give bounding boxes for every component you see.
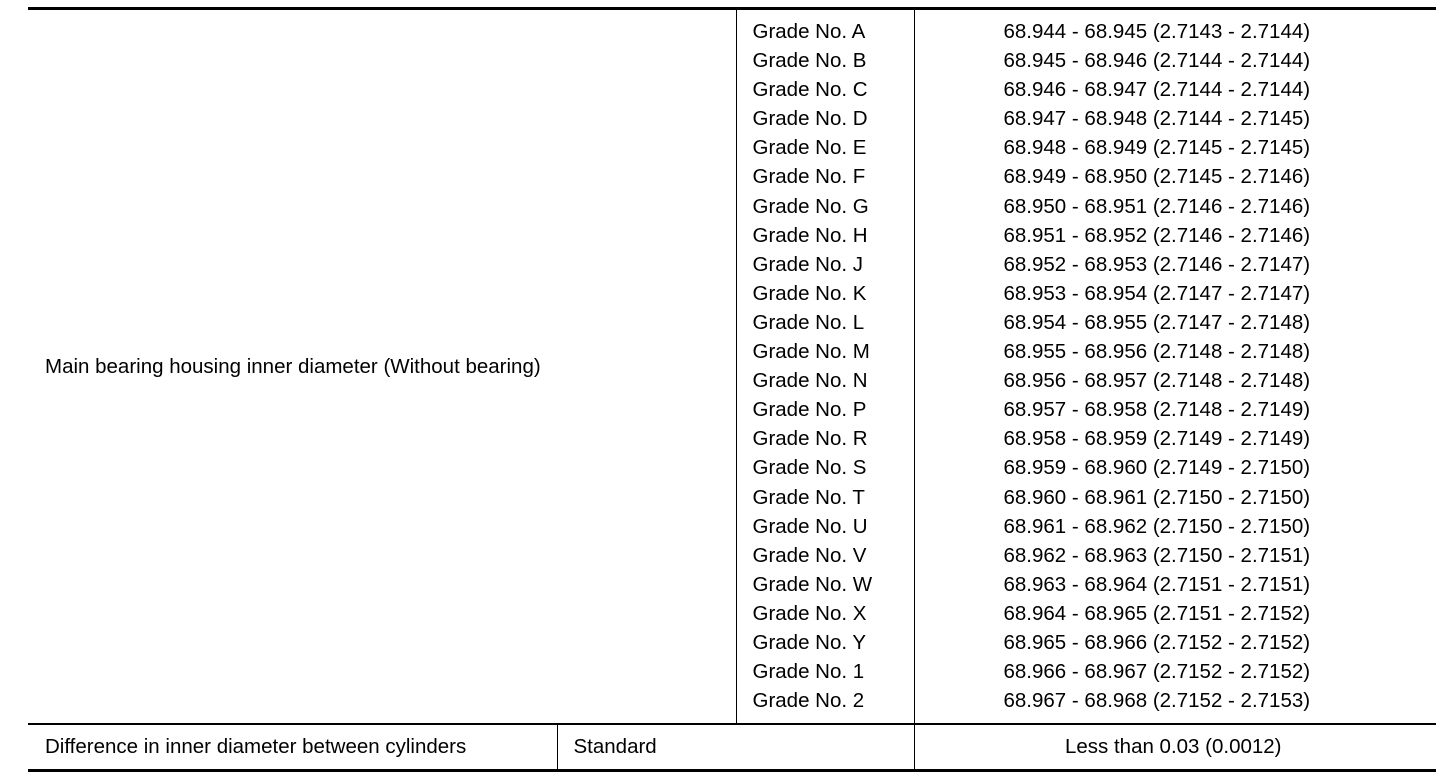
grade-label: Grade No. T [752,485,865,509]
grade-label: Grade No. C [752,78,868,102]
difference-condition-cell [557,724,914,771]
grade-range-value: 68.959 - 68.960 (2.7149 - 2.7150) [1003,456,1311,480]
main-bearing-label: Main bearing housing inner diameter (Without bearing) [45,354,541,378]
grade-range-value: 68.944 - 68.945 (2.7143 - 2.7144) [1003,20,1311,43]
grade-label: Grade No. P [752,398,867,422]
grade-label: Grade No. H [752,223,868,247]
grade-list [753,17,914,715]
main-bearing-row [28,9,1436,725]
grade-label: Grade No. 2 [752,689,865,713]
grade-range-value: 68.966 - 68.967 (2.7152 - 2.7152) [1003,660,1311,684]
grade-column [736,9,914,725]
grade-range-value: 68.967 - 68.968 (2.7152 - 2.7153) [1003,689,1311,713]
spec-table [28,7,1436,772]
grade-range-value: 68.963 - 68.964 (2.7151 - 2.7151) [1003,572,1311,596]
grade-label: Grade No. B [752,49,867,73]
grade-label: Grade No. R [752,427,868,451]
grade-range-value: 68.961 - 68.962 (2.7150 - 2.7150) [1003,514,1311,538]
grade-label: Grade No. K [752,281,867,305]
grade-label: Grade No. U [752,514,868,538]
grade-range-value: 68.950 - 68.951 (2.7146 - 2.7146) [1003,194,1311,218]
grade-label: Grade No. L [752,310,865,334]
grade-label: Grade No. X [752,601,867,625]
grade-range-value: 68.949 - 68.950 (2.7145 - 2.7146) [1003,165,1311,189]
range-list [915,17,1437,715]
grade-label: Grade No. J [752,252,864,276]
grade-label: Grade No. 1 [752,660,865,684]
difference-value: Less than 0.03 (0.0012) [1064,735,1282,759]
grade-range-value: 68.951 - 68.952 (2.7146 - 2.7146) [1003,223,1311,247]
range-column [914,9,1436,725]
main-bearing-label-cell [28,9,736,725]
grade-range-value: 68.948 - 68.949 (2.7145 - 2.7145) [1003,136,1311,160]
difference-value-cell [914,724,1436,771]
difference-condition: Standard [573,735,657,759]
grade-range-value: 68.957 - 68.958 (2.7148 - 2.7149) [1003,398,1311,422]
grade-label: Grade No. S [752,456,867,480]
grade-label: Grade No. A [752,20,866,43]
difference-label-cell [28,724,557,771]
grade-range-value: 68.956 - 68.957 (2.7148 - 2.7148) [1003,369,1311,393]
grade-range-value: 68.954 - 68.955 (2.7147 - 2.7148) [1003,310,1311,334]
grade-label: Grade No. F [752,165,866,189]
grade-label: Grade No. N [752,369,868,393]
grade-range-value: 68.964 - 68.965 (2.7151 - 2.7152) [1003,601,1311,625]
grade-range-value: 68.958 - 68.959 (2.7149 - 2.7149) [1003,427,1311,451]
grade-label: Grade No. G [752,194,869,218]
grade-range-value: 68.946 - 68.947 (2.7144 - 2.7144) [1003,78,1311,102]
grade-label: Grade No. E [752,136,867,160]
grade-label: Grade No. V [752,543,867,567]
grade-label: Grade No. W [752,572,873,596]
difference-label: Difference in inner diameter between cylinders [45,735,467,759]
grade-label: Grade No. Y [752,630,867,654]
grade-range-value: 68.960 - 68.961 (2.7150 - 2.7150) [1003,485,1311,509]
grade-range-value: 68.953 - 68.954 (2.7147 - 2.7147) [1003,281,1311,305]
grade-range-value: 68.965 - 68.966 (2.7152 - 2.7152) [1003,630,1311,654]
grade-range-value: 68.947 - 68.948 (2.7144 - 2.7145) [1003,107,1311,131]
grade-label: Grade No. M [752,340,870,364]
difference-row [28,724,1436,771]
grade-label: Grade No. D [752,107,868,131]
grade-range-value: 68.955 - 68.956 (2.7148 - 2.7148) [1003,340,1311,364]
grade-range-value: 68.945 - 68.946 (2.7144 - 2.7144) [1003,49,1311,73]
grade-range-value: 68.962 - 68.963 (2.7150 - 2.7151) [1003,543,1311,567]
grade-range-value: 68.952 - 68.953 (2.7146 - 2.7147) [1003,252,1311,276]
